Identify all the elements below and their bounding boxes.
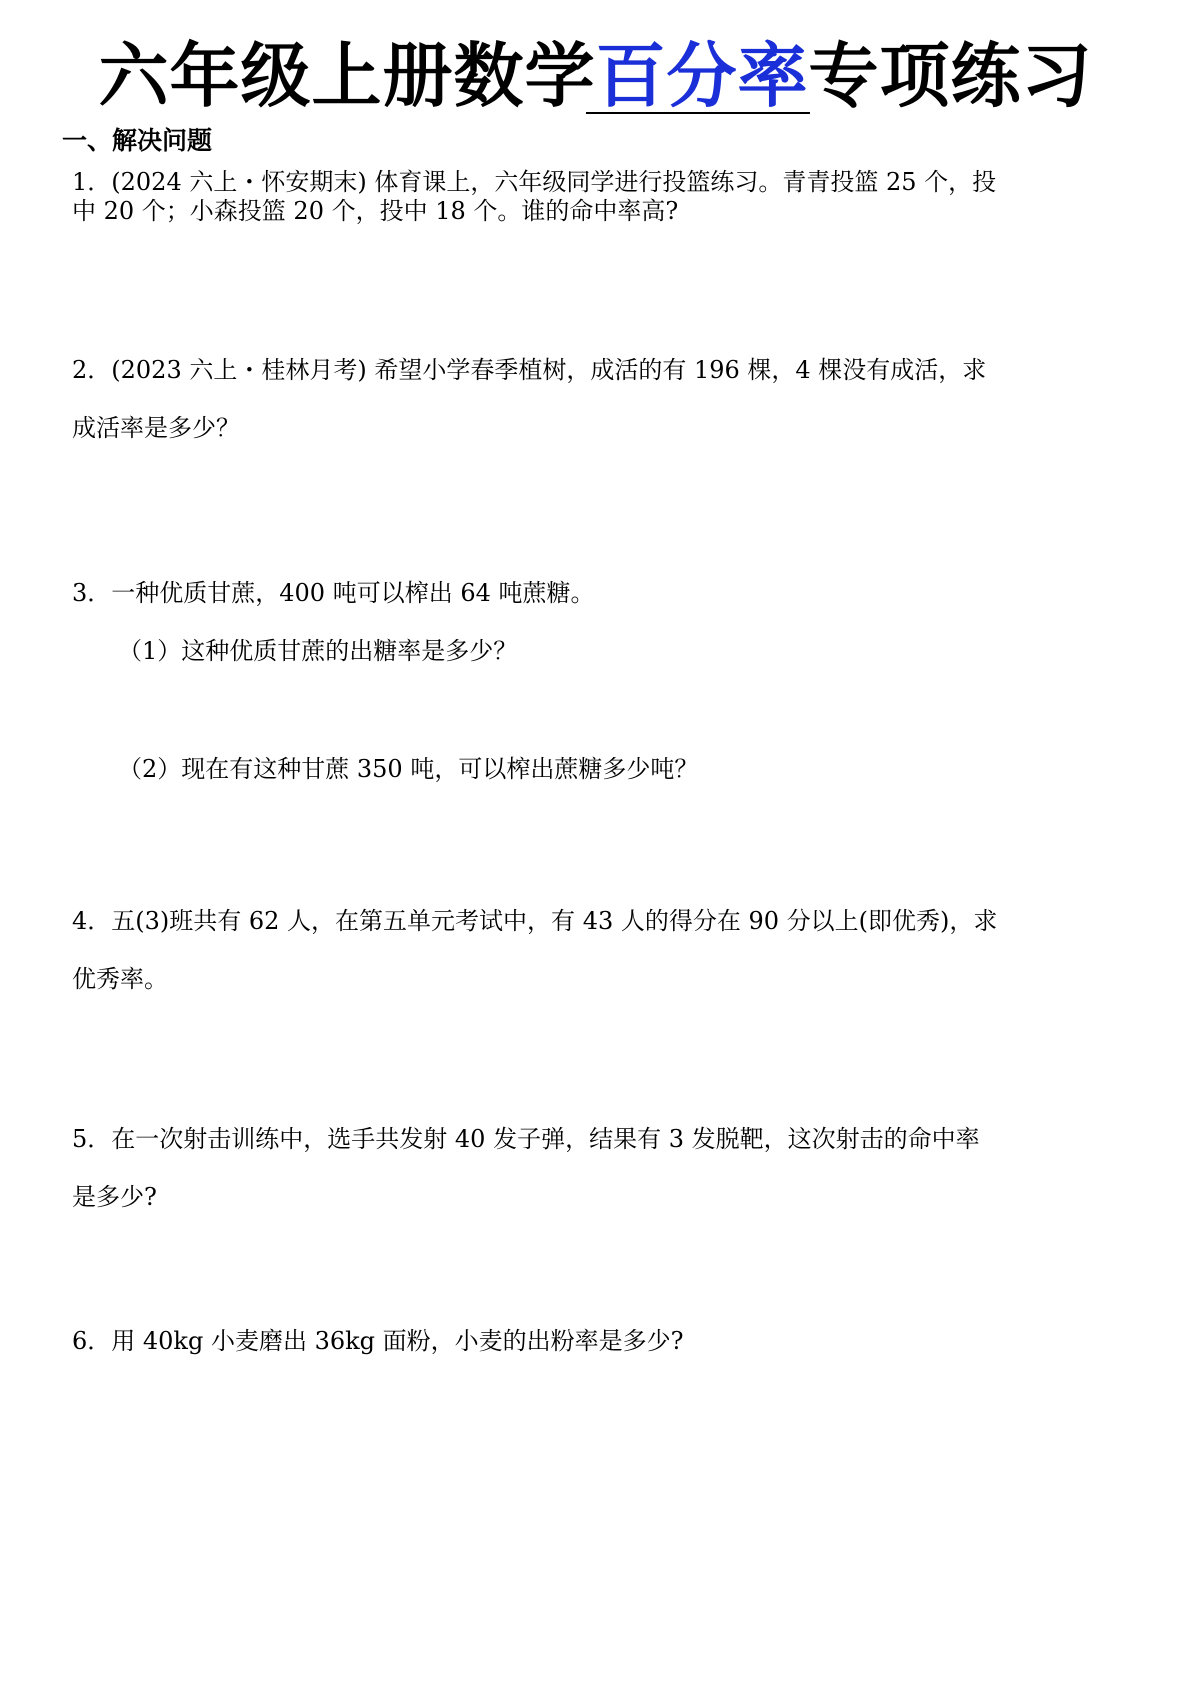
question-2-line-2: 成活率是多少？ [72,414,240,442]
question-6-line-1: 6．用 40kg 小麦磨出 36kg 面粉，小麦的出粉率是多少? [72,1327,684,1355]
question-4 [72,892,1132,1008]
section-heading: 一、解决问题 [62,126,213,155]
question-4-line-1: 4．五(3)班共有 62 人，在第五单元考试中，有 43 人的得分在 90 分以上(即优秀)，求 [72,907,998,935]
page-title [0,36,1191,116]
question-5-line-1: 5．在一次射击训练中，选手共发射 40 发子弹，结果有 3 发脱靶，这次射击的命中率 [72,1125,980,1153]
title-prefix: 六年级上册数学 [98,35,596,117]
question-5 [72,1110,1132,1226]
question-6 [72,1324,1132,1358]
title-underline [586,112,810,114]
question-1-line-1: 1．(2024 六上・怀安期末) 体育课上，六年级同学进行投篮练习。青青投篮 25 个，投 [72,168,997,196]
question-1 [72,168,1132,226]
title-suffix: 专项练习 [808,35,1093,117]
question-5-line-2: 是多少? [72,1183,157,1211]
question-3-line-1: 3．一种优质甘蔗，400 吨可以榨出 64 吨蔗糖。 [72,579,595,607]
question-1-line-2: 中 20 个；小森投篮 20 个，投中 18 个。谁的命中率高? [72,197,679,225]
question-2 [72,341,1132,457]
question-4-line-2: 优秀率。 [72,965,168,993]
title-highlight: 百分率 [595,35,809,117]
question-3 [72,576,1132,610]
question-3-part-2: （2）现在有这种甘蔗 350 吨，可以榨出蔗糖多少吨？ [118,755,699,783]
question-3-part-1: （1）这种优质甘蔗的出糖率是多少？ [118,637,518,665]
question-2-line-1: 2．(2023 六上・桂林月考) 希望小学春季植树，成活的有 196 棵，4 棵没有成活，求 [72,356,987,384]
